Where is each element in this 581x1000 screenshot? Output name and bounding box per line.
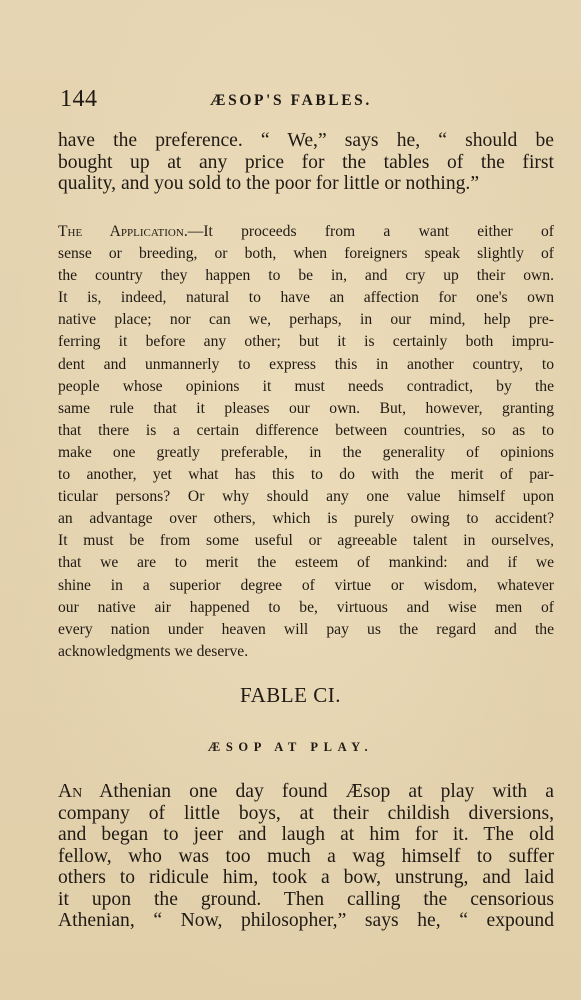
application-lead: The Application.: [58, 223, 188, 240]
application-line-text: —It proceeds from a want either of: [187, 223, 554, 240]
page-number: 144: [60, 86, 98, 112]
text-line: every nation under heaven will pay us the regard and the: [58, 620, 554, 638]
text-line: an advantage over others, which is purely owing to accident?: [58, 510, 554, 528]
text-line: that we are to merit the esteem of mankind: and if we: [58, 554, 554, 572]
text-line: [58, 221, 554, 243]
text-line: to another, yet what has this to do with the merit of par-: [58, 466, 554, 484]
fable-line-text: Athenian one day found Æsop at play with a: [82, 781, 554, 802]
fable-title: FABLE CI.: [240, 683, 341, 707]
text-line: It must be from some useful or agreeable talent in ourselves,: [58, 532, 554, 550]
text-line: that there is a certain difference between countries, so as to: [58, 421, 554, 439]
fable-lead: An: [58, 781, 83, 802]
application-paragraph: [58, 221, 554, 663]
text-line: shine in a superior degree of virtue or wisdom, whatever: [58, 576, 554, 594]
text-line: it upon the ground. Then calling the censorious: [58, 888, 554, 910]
text-line: our native air happened to be, virtuous and wise men of: [58, 598, 554, 616]
text-line: fellow, who was too much a wag himself to suffer: [58, 845, 554, 867]
page-header: [60, 86, 530, 116]
text-line: dent and unmannerly to express this in another country, to: [58, 355, 554, 373]
text-line: It is, indeed, natural to have an affection for one's own: [58, 289, 554, 307]
text-line: same rule that it pleases our own. But, however, granting: [58, 399, 554, 417]
text-line: ticular persons? Or why should any one value himself upon: [58, 488, 554, 506]
running-head: ÆSOP'S FABLES.: [210, 92, 372, 109]
text-line: Athenian, “ Now, philosopher,” says he, “ expound: [58, 910, 554, 931]
text-line: and began to jeer and laugh at him for it. The old: [58, 824, 554, 845]
fable-subtitle: ÆSOP AT PLAY.: [207, 740, 374, 754]
text-line: quality, and you sold to the poor for little or nothing.”: [58, 173, 480, 194]
text-line: sense or breeding, or both, when foreigners speak slightly of: [58, 245, 554, 263]
text-line: [58, 781, 554, 803]
text-line: have the preference. “ We,” says he, “ should be: [58, 130, 554, 151]
text-line: native place; nor can we, perhaps, in our mind, help pre-: [58, 311, 554, 329]
text-line: company of little boys, at their childish diversions,: [58, 802, 554, 824]
text-line: ferring it before any other; but it is certainly both impru-: [58, 333, 554, 351]
text-line: acknowledgments we deserve.: [58, 642, 249, 660]
text-line: the country they happen to be in, and cry up their own.: [58, 267, 554, 285]
text-line: make one greatly preferable, in the generality of opinions: [58, 443, 554, 461]
fable-paragraph: [58, 781, 554, 932]
text-line: others to ridicule him, took a bow, unstrung, and laid: [58, 867, 554, 888]
intro-paragraph: [58, 130, 554, 195]
text-line: bought up at any price for the tables of the first: [58, 151, 554, 173]
text-line: people whose opinions it must needs contradict, by the: [58, 377, 554, 395]
